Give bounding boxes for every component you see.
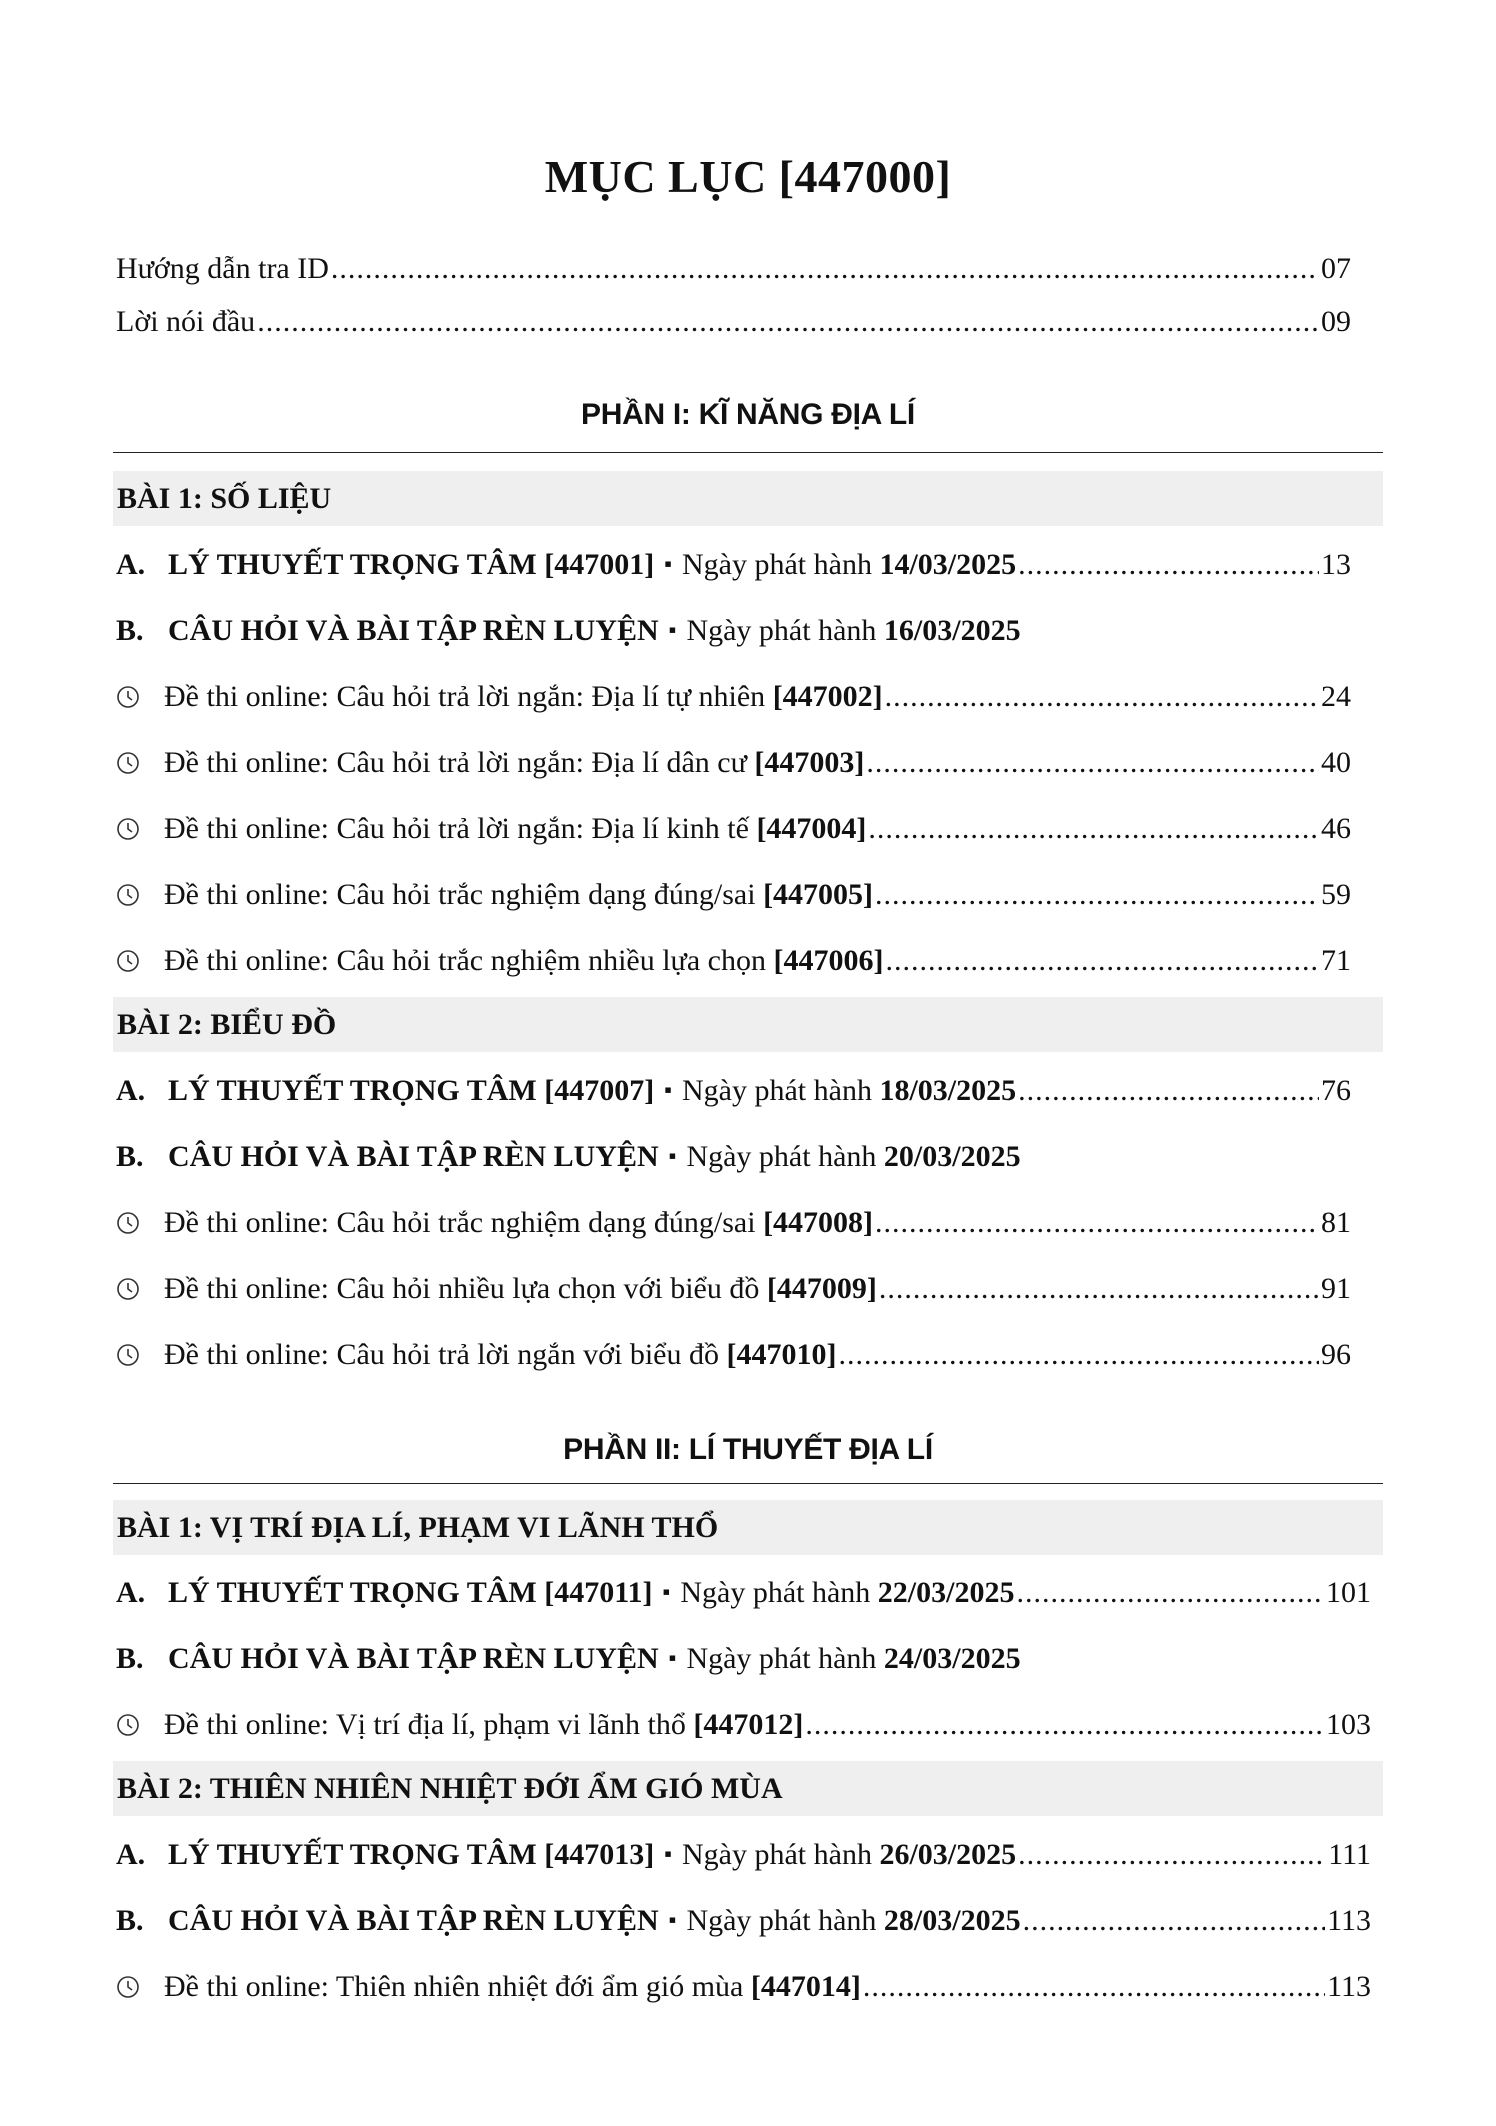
page-number: 113 xyxy=(1327,1970,1371,2003)
clock-icon xyxy=(116,1211,140,1235)
entry-title: LÝ THUYẾT TRỌNG TÂM [447001] xyxy=(168,548,655,581)
exam-id: [447005] xyxy=(763,878,874,911)
release-date: 20/03/2025 xyxy=(883,1140,1021,1173)
exam-text: Đề thi online: Câu hỏi trắc nghiệm nhiều lựa chọn xyxy=(164,944,766,977)
square-bullet-icon: ▪ xyxy=(664,551,672,576)
toc-entry-exam[interactable] xyxy=(116,1967,1371,2007)
square-bullet-icon: ▪ xyxy=(664,1077,672,1102)
leader-dots xyxy=(1016,1573,1324,1613)
leader-dots xyxy=(875,875,1319,915)
page-number: 59 xyxy=(1321,878,1351,911)
entry-title: CÂU HỎI VÀ BÀI TẬP RÈN LUYỆN xyxy=(168,614,659,647)
toc-entry-exam[interactable] xyxy=(116,1335,1351,1375)
toc-entry-theory[interactable] xyxy=(116,545,1351,587)
toc-entry-exam[interactable] xyxy=(116,1203,1351,1243)
exam-text: Đề thi online: Câu hỏi nhiều lựa chọn với biểu đồ xyxy=(164,1272,760,1305)
exam-text: Đề thi online: Câu hỏi trắc nghiệm dạng đúng/sai xyxy=(164,878,756,911)
clock-icon xyxy=(116,817,140,841)
toc-entry-practice[interactable] xyxy=(116,1639,1371,1681)
clock-icon xyxy=(116,949,140,973)
entry-title: LÝ THUYẾT TRỌNG TÂM [447007] xyxy=(168,1074,655,1107)
exam-id: [447008] xyxy=(763,1206,874,1239)
toc-entry-exam[interactable] xyxy=(116,677,1351,717)
toc-entry-exam[interactable] xyxy=(116,1705,1371,1745)
page-number: 76 xyxy=(1321,1074,1351,1107)
release-date: 22/03/2025 xyxy=(877,1576,1015,1609)
page-number: 24 xyxy=(1321,680,1351,713)
lesson-heading: BÀI 1: SỐ LIỆU xyxy=(113,471,1383,526)
square-bullet-icon: ▪ xyxy=(668,1143,677,1168)
exam-text: Đề thi online: Câu hỏi trả lời ngắn với biểu đồ xyxy=(164,1338,719,1371)
leader-dots xyxy=(838,1335,1319,1375)
leader-dots xyxy=(805,1705,1324,1745)
exam-text: Đề thi online: Vị trí địa lí, phạm vi lãnh thổ xyxy=(164,1708,686,1741)
date-prefix: Ngày phát hành xyxy=(686,1904,877,1937)
square-bullet-icon: ▪ xyxy=(662,1579,671,1604)
page-number: 81 xyxy=(1321,1206,1351,1239)
exam-id: [447009] xyxy=(766,1272,877,1305)
toc-entry-guide[interactable] xyxy=(116,249,1351,289)
exam-id: [447004] xyxy=(756,812,867,845)
entry-title: LÝ THUYẾT TRỌNG TÂM [447011] xyxy=(168,1576,653,1609)
release-date: 26/03/2025 xyxy=(879,1838,1017,1871)
square-bullet-icon: ▪ xyxy=(664,1841,672,1866)
leader-dots xyxy=(885,941,1319,981)
page-number: 103 xyxy=(1326,1708,1371,1741)
toc-entry-exam[interactable] xyxy=(116,941,1351,981)
leader-dots xyxy=(331,249,1319,289)
exam-text: Đề thi online: Thiên nhiên nhiệt đới ẩm gió mùa xyxy=(164,1970,744,2003)
entry-title: CÂU HỎI VÀ BÀI TẬP RÈN LUYỆN xyxy=(168,1904,659,1937)
lesson-heading: BÀI 2: BIỂU ĐỒ xyxy=(113,997,1383,1052)
page-number: 113 xyxy=(1327,1904,1371,1937)
release-date: 16/03/2025 xyxy=(883,614,1021,647)
clock-icon xyxy=(116,883,140,907)
entry-label: A. xyxy=(116,1074,146,1107)
entry-title: LÝ THUYẾT TRỌNG TÂM [447013] xyxy=(168,1838,655,1871)
exam-text: Đề thi online: Câu hỏi trắc nghiệm dạng đúng/sai xyxy=(164,1206,756,1239)
exam-text: Đề thi online: Câu hỏi trả lời ngắn: Địa lí tự nhiên xyxy=(164,680,766,713)
entry-title: CÂU HỎI VÀ BÀI TẬP RÈN LUYỆN xyxy=(168,1642,659,1675)
page-number: 96 xyxy=(1321,1338,1351,1371)
leader-dots xyxy=(257,302,1319,342)
divider xyxy=(113,452,1383,453)
clock-icon xyxy=(116,751,140,775)
entry-label: B. xyxy=(116,1904,144,1937)
page-number: 111 xyxy=(1328,1838,1371,1871)
toc-entry-exam[interactable] xyxy=(116,743,1351,783)
leader-dots xyxy=(875,1203,1319,1243)
clock-icon xyxy=(116,685,140,709)
clock-icon xyxy=(116,1277,140,1301)
leader-dots xyxy=(866,743,1319,783)
entry-label: A. xyxy=(116,1838,146,1871)
exam-text: Đề thi online: Câu hỏi trả lời ngắn: Địa lí kinh tế xyxy=(164,812,749,845)
toc-entry-practice[interactable] xyxy=(116,611,1351,653)
page-number: 09 xyxy=(1321,305,1351,338)
leader-dots xyxy=(1018,1071,1319,1111)
part-title: PHẦN II: LÍ THUYẾT ĐỊA LÍ xyxy=(563,1433,933,1466)
exam-id: [447003] xyxy=(754,746,865,779)
leader-dots xyxy=(1018,545,1319,585)
toc-entry-preface[interactable] xyxy=(116,302,1351,342)
page-number: 13 xyxy=(1321,548,1351,581)
date-prefix: Ngày phát hành xyxy=(682,1074,872,1107)
toc-entry-exam[interactable] xyxy=(116,809,1351,849)
entry-label: B. xyxy=(116,1642,144,1675)
page-number: 46 xyxy=(1321,812,1351,845)
page-title: MỤC LỤC [447000] xyxy=(544,151,952,202)
exam-id: [447006] xyxy=(773,944,884,977)
leader-dots xyxy=(879,1269,1319,1309)
square-bullet-icon: ▪ xyxy=(668,617,677,642)
clock-icon xyxy=(116,1975,140,1999)
part-title: PHẦN I: KĨ NĂNG ĐỊA LÍ xyxy=(581,398,915,431)
entry-label: A. xyxy=(116,548,146,581)
toc-entry-theory[interactable] xyxy=(116,1573,1371,1615)
release-date: 24/03/2025 xyxy=(883,1642,1021,1675)
toc-entry-theory[interactable] xyxy=(116,1835,1371,1877)
entry-label: A. xyxy=(116,1576,146,1609)
entry-title: CÂU HỎI VÀ BÀI TẬP RÈN LUYỆN xyxy=(168,1140,659,1173)
entry-text: Lời nói đầu xyxy=(116,305,256,338)
leader-dots xyxy=(868,809,1319,849)
clock-icon xyxy=(116,1343,140,1367)
toc-entry-practice[interactable] xyxy=(116,1137,1351,1179)
toc-entry-practice[interactable] xyxy=(116,1901,1371,1943)
entry-label: B. xyxy=(116,614,144,647)
exam-id: [447014] xyxy=(750,1970,861,2003)
page-number: 40 xyxy=(1321,746,1351,779)
exam-id: [447010] xyxy=(726,1338,837,1371)
release-date: 18/03/2025 xyxy=(879,1074,1017,1107)
release-date: 14/03/2025 xyxy=(879,548,1017,581)
page-number: 71 xyxy=(1321,944,1351,977)
toc-entry-theory[interactable] xyxy=(116,1071,1351,1113)
date-prefix: Ngày phát hành xyxy=(680,1576,871,1609)
leader-dots xyxy=(885,677,1319,717)
page-number: 91 xyxy=(1321,1272,1351,1305)
lesson-heading: BÀI 1: VỊ TRÍ ĐỊA LÍ, PHẠM VI LÃNH THỔ xyxy=(113,1500,1383,1555)
square-bullet-icon: ▪ xyxy=(668,1907,677,1932)
entry-text: Hướng dẫn tra ID xyxy=(116,252,329,285)
page-number: 101 xyxy=(1326,1576,1371,1609)
clock-icon xyxy=(116,1713,140,1737)
leader-dots xyxy=(1023,1901,1326,1941)
exam-id: [447002] xyxy=(772,680,883,713)
toc-entry-exam[interactable] xyxy=(116,1269,1351,1309)
entry-label: B. xyxy=(116,1140,144,1173)
page-number: 07 xyxy=(1321,252,1351,285)
date-prefix: Ngày phát hành xyxy=(686,1140,877,1173)
exam-text: Đề thi online: Câu hỏi trả lời ngắn: Địa lí dân cư xyxy=(164,746,747,779)
exam-id: [447012] xyxy=(693,1708,804,1741)
toc-entry-exam[interactable] xyxy=(116,875,1351,915)
date-prefix: Ngày phát hành xyxy=(686,1642,877,1675)
date-prefix: Ngày phát hành xyxy=(682,1838,872,1871)
release-date: 28/03/2025 xyxy=(883,1904,1021,1937)
leader-dots xyxy=(1018,1835,1326,1875)
lesson-heading: BÀI 2: THIÊN NHIÊN NHIỆT ĐỚI ẨM GIÓ MÙA xyxy=(113,1761,1383,1816)
square-bullet-icon: ▪ xyxy=(668,1645,677,1670)
divider xyxy=(113,1483,1383,1484)
date-prefix: Ngày phát hành xyxy=(686,614,877,647)
leader-dots xyxy=(863,1967,1325,2007)
date-prefix: Ngày phát hành xyxy=(682,548,872,581)
